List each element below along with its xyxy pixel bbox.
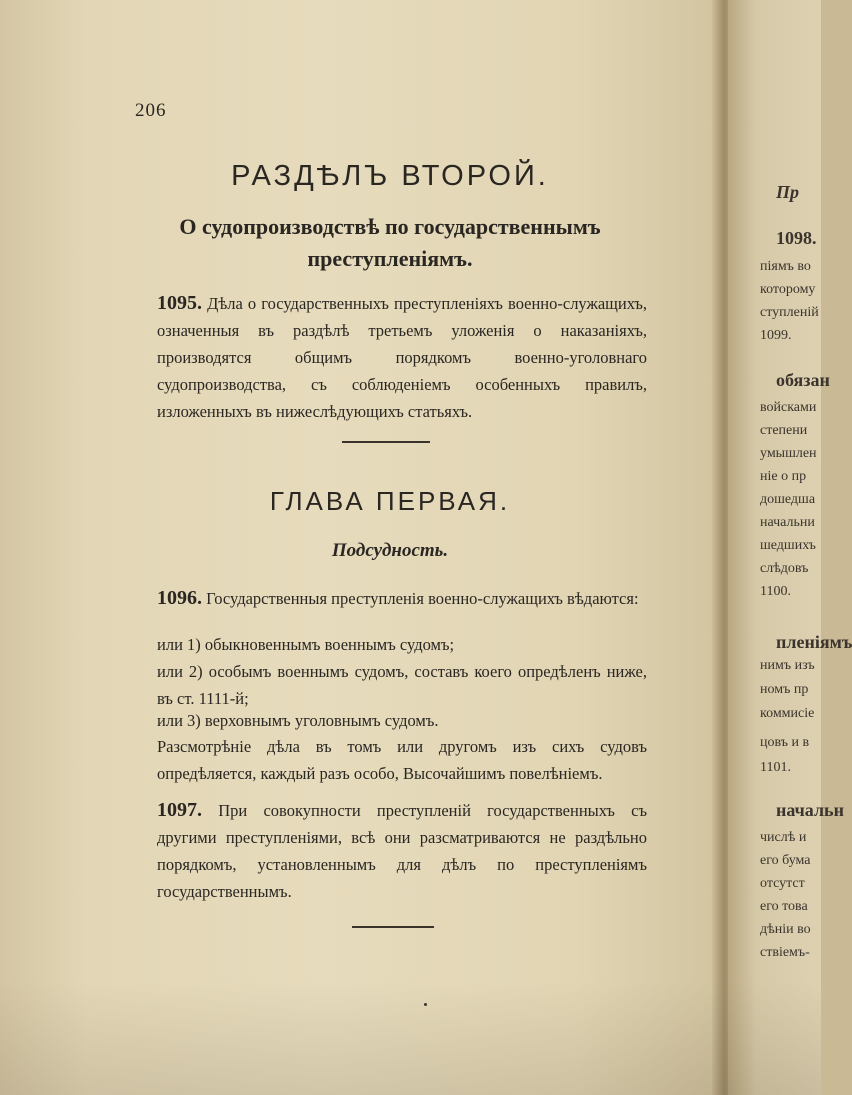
right-page-fragment: цовъ и в — [760, 735, 810, 750]
right-page-fragment: номъ пр — [760, 682, 809, 697]
article-1096-note — [157, 733, 647, 787]
right-page-fragment: 1100. — [760, 584, 791, 599]
article-text: Дѣла о государственныхъ преступленіяхъ военно-служащихъ, означенныя въ раздѣлѣ третьемъ уложенія о наказаніяхъ, производятся общимъ порядкомъ военно-уголовнаго судопроизводства, съ соблюденіемъ особенныхъ правилъ, изложенныхъ въ нижеслѣдующихъ статьяхъ. — [157, 294, 647, 421]
article-number: 1096. — [157, 587, 202, 609]
right-page-fragment: обязан — [776, 370, 830, 390]
right-page-fragment: которому — [760, 282, 816, 297]
right-page-fragment: шедшихъ — [760, 538, 816, 553]
divider — [352, 926, 434, 928]
right-page-fragment: его бума — [760, 853, 811, 868]
item-text: или 1) обыкновеннымъ военнымъ судомъ; — [157, 635, 455, 654]
article-text: Государственныя преступленія военно-служащихъ вѣдаются: — [206, 589, 639, 608]
article-text: При совокупности преступленій государственныхъ съ другими преступленіями, всѣ они разсматриваются не раздѣльно порядкомъ, установленнымъ для дѣлъ по преступленіямъ государственнымъ. — [157, 801, 647, 901]
divider — [342, 441, 430, 443]
chapter-title: ГЛАВА ПЕРВАЯ. — [269, 486, 511, 516]
right-page-fragment: степени — [760, 423, 808, 438]
right-page-fragment: нимъ изъ — [760, 658, 815, 673]
right-page-fragment: 1099. — [760, 328, 792, 343]
chapter-subtitle: Подсудность. — [331, 540, 449, 561]
item-text: или 2) особымъ военнымъ судомъ, составъ коего опредѣленъ ниже, въ ст. 1111-й; — [157, 662, 647, 708]
right-page-fragment: 1098. — [776, 228, 817, 248]
right-page-fragment: пленіямъ — [776, 632, 852, 652]
article-1096-item-1 — [157, 631, 647, 658]
item-text: или 3) верховнымъ уголовнымъ судомъ. — [157, 711, 439, 730]
right-page-fragment: ступленій — [760, 305, 819, 320]
article-number: 1095. — [157, 292, 202, 314]
right-page-fragment: отсутст — [760, 876, 805, 891]
right-page-fragment: начальн — [776, 800, 844, 820]
page-shadow — [0, 980, 821, 1095]
right-page-fragment: начальни — [760, 515, 815, 530]
right-page-fragment: ніе о пр — [760, 469, 807, 484]
right-page-fragment: дѣніи во — [760, 922, 811, 937]
section-subtitle-line-1: О судопроизводствѣ по государственнымъ — [179, 214, 601, 239]
right-page-fragment: числѣ и — [760, 830, 807, 845]
article-1097 — [157, 797, 647, 905]
right-page-fragment: ствіемъ- — [760, 945, 810, 960]
right-page-fragment: войсками — [760, 400, 817, 415]
right-page-heading: Пр — [776, 182, 800, 202]
right-page-fragment: 1101. — [760, 760, 791, 775]
right-page-fragment: слѣдовъ — [760, 561, 809, 576]
right-page-fragment: піямъ во — [760, 259, 811, 274]
right-page-fragment: дошедша — [760, 492, 816, 507]
right-page-fragment: коммисіе — [760, 706, 815, 721]
section-title: РАЗДѢЛЪ ВТОРОЙ. — [231, 160, 549, 192]
article-1096-item-3 — [157, 707, 647, 734]
section-subtitle-line-2: преступленіямъ. — [307, 246, 473, 271]
article-1096-intro — [157, 585, 647, 612]
right-page-fragment: умышлен — [760, 446, 817, 461]
article-1096-item-2 — [157, 658, 647, 712]
note-text: Разсмотрѣніе дѣла въ томъ или другомъ изъ сихъ судовъ опредѣляется, каждый разъ особо, Высочайшимъ повелѣніемъ. — [157, 737, 647, 783]
right-page-fragment: его това — [760, 899, 808, 914]
page-number: 206 — [135, 100, 167, 121]
article-1095 — [157, 290, 647, 425]
article-number: 1097. — [157, 799, 202, 821]
